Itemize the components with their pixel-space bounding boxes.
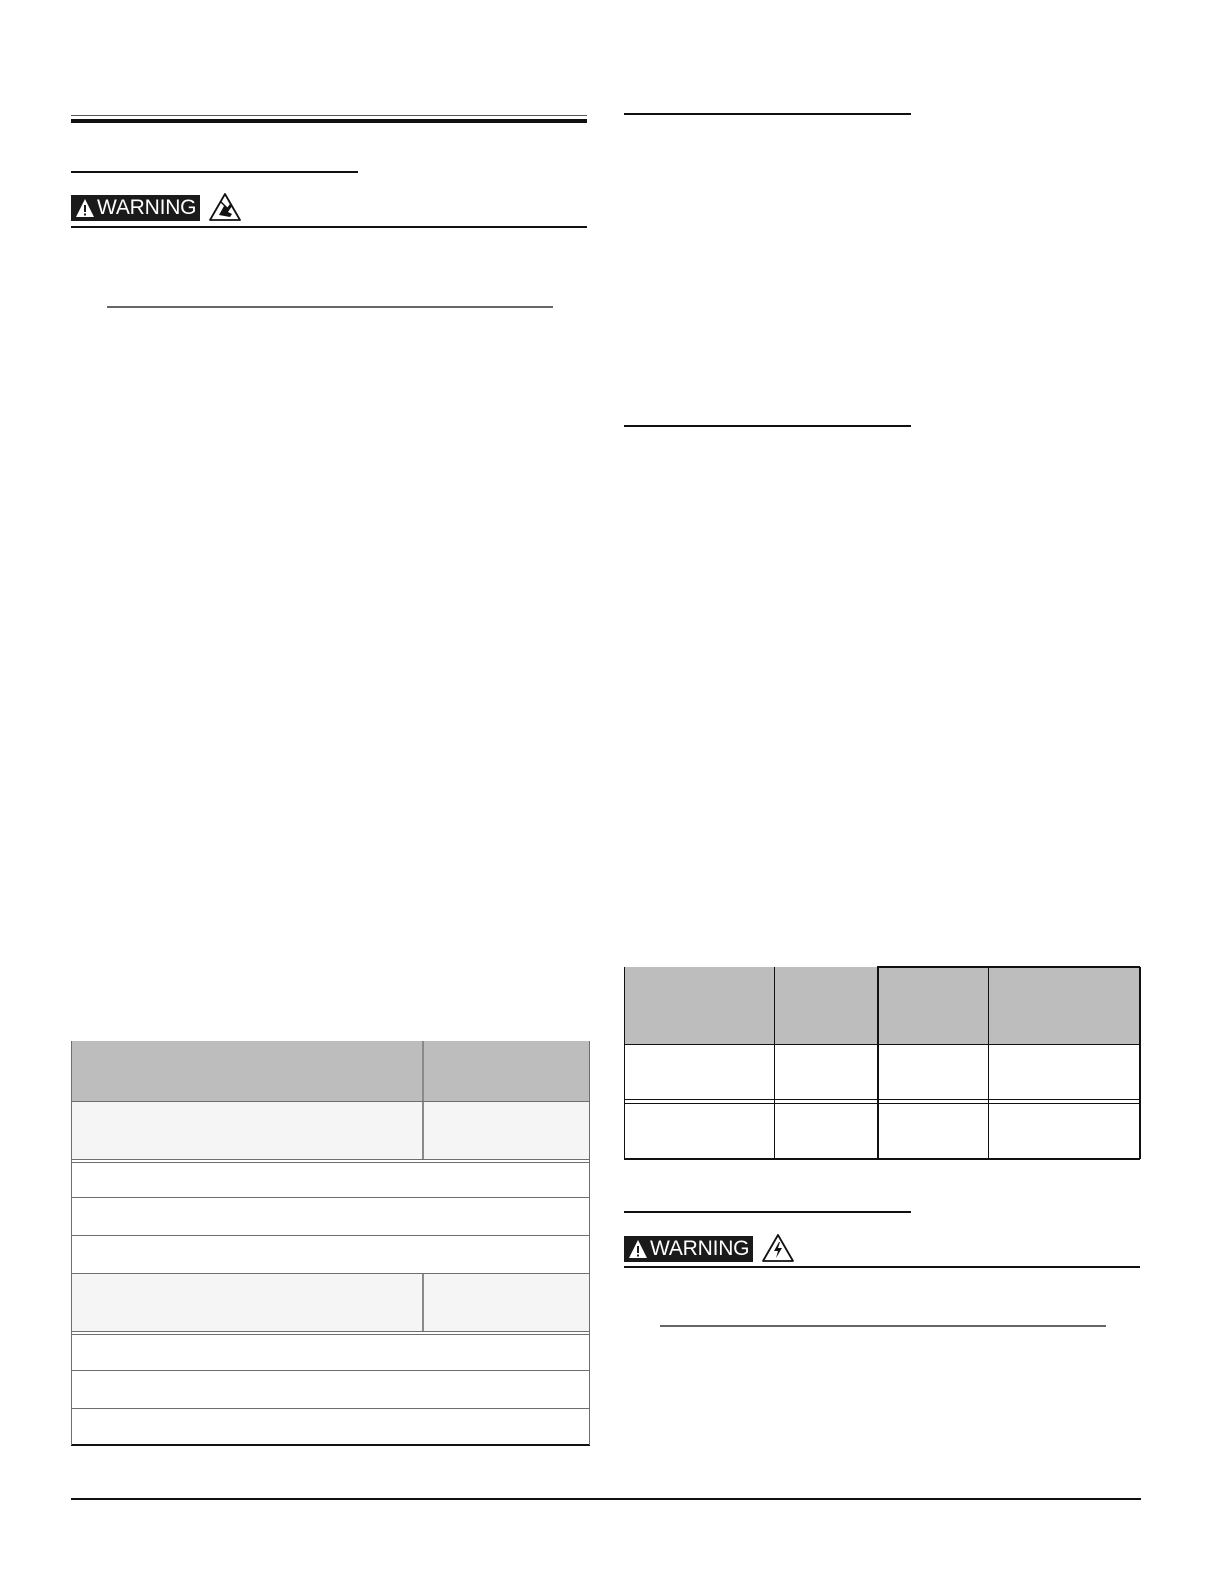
hand-entanglement-hazard-icon (208, 192, 242, 222)
left-table-row-1-col-2 (424, 1102, 590, 1159)
left-table-header-divider (422, 1041, 424, 1101)
section-top-rule-thin (71, 115, 587, 116)
left-table-rule (71, 1235, 590, 1236)
right-heading-underline-3 (624, 1211, 911, 1213)
left-table-row-5-divider (422, 1274, 424, 1331)
right-table-header-3 (878, 967, 989, 1045)
right-table-row-rule (624, 1103, 1140, 1104)
left-heading-underline (71, 171, 358, 173)
right-warning-underline (624, 1266, 1140, 1268)
left-table-row-5-col-2 (424, 1274, 590, 1331)
left-warning-underline (71, 226, 587, 228)
right-heading-underline-2 (624, 425, 911, 427)
right-table-header-1 (624, 967, 775, 1045)
electrical-shock-hazard-icon (761, 1233, 795, 1263)
left-table-rule (71, 1408, 590, 1409)
left-table-side (589, 1041, 590, 1445)
warning-triangle-icon (75, 198, 95, 218)
right-subheading-underline (660, 1325, 1106, 1327)
right-table-col-line (877, 967, 879, 1159)
warning-badge-left (71, 195, 200, 221)
right-table-col-line (624, 967, 625, 1159)
right-table-header-4 (989, 967, 1140, 1045)
right-table-col-line (988, 967, 989, 1159)
section-top-rule-thick (71, 119, 587, 123)
footer-rule (71, 1498, 1141, 1500)
warning-label-right: WARNING (650, 1237, 750, 1260)
warning-badge-right (624, 1236, 753, 1262)
right-heading-underline-1 (624, 113, 911, 115)
left-table-rule (71, 1334, 590, 1335)
right-table-top (877, 966, 1140, 968)
left-table-rule (71, 1273, 590, 1274)
left-table-header-2 (424, 1041, 590, 1101)
left-table-rule (71, 1197, 590, 1198)
warning-triangle-icon (628, 1239, 648, 1259)
right-table-col-line (774, 967, 775, 1159)
left-table-rule (71, 1159, 590, 1160)
right-table-col-line (1139, 967, 1141, 1159)
left-table-rule (71, 1101, 590, 1102)
left-table-side (71, 1041, 72, 1445)
right-table-header-2 (775, 967, 878, 1045)
warning-label-left: WARNING (97, 196, 197, 219)
right-table-row-rule (624, 1044, 1140, 1045)
left-table-rule (71, 1331, 590, 1332)
left-table-rule (71, 1162, 590, 1163)
left-table-header-1 (71, 1041, 424, 1101)
left-table-row-5-col-1 (71, 1274, 424, 1331)
left-subheading-underline (107, 306, 553, 308)
left-table-row-1-col-1 (71, 1102, 424, 1159)
right-table-row-rule (624, 1099, 1140, 1100)
left-table-rule (71, 1370, 590, 1371)
right-table-bottom (624, 1158, 1140, 1160)
left-table-row-1-divider (422, 1102, 424, 1159)
left-table-bottom-rule (71, 1444, 590, 1446)
